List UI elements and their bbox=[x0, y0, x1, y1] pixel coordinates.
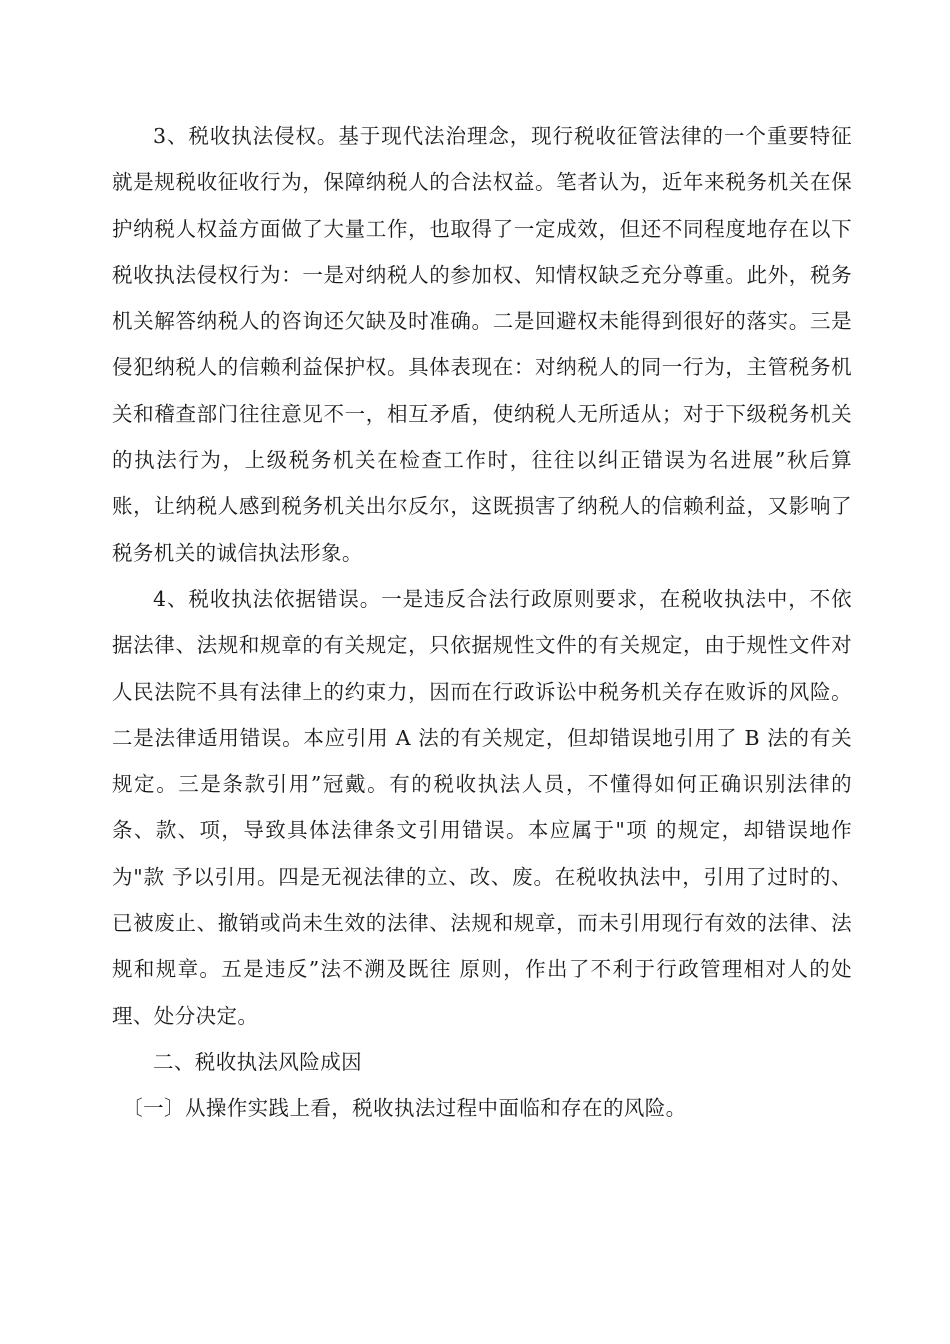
subsection-heading-operational-practice: 〔一〕从操作实践上看，税收执法过程中面临和存在的风险。 bbox=[122, 1096, 687, 1121]
section-heading-risk-causes: 二、税收执法风险成因 bbox=[153, 1049, 362, 1074]
paragraph-legal-basis-error: 4、税收执法依据错误。一是违反合法行政原则要求，在税收执法中，不依据法律、法规和规章的有关规定，只依据规性文件的有关规定，由于规性文件对人民法院不具有法律上的约束力，因而在行政诉讼中税务机关存在败诉的风险。二是法律适用错误。本应引用 A 法的有关规定，但却错误地引用了 B 法的有关规定。三是条款引用”冠戴。有的税收执法人员，不懂得如何正确识别法律的条、款、项，导致具体法律条文引用错误。本应属于"项 的规定，却错误地作为"款 予以引用。四是无视法律的立、改、废。在税收执法中，引用了过时的、已被废止、撤销或尚未生效的法律、法规和规章，而未引用现行有效的法律、法规和规章。五是违反”法不溯及既往 原则，作出了不利于行政管理相对人的处理、处分决定。 bbox=[112, 586, 852, 1028]
paragraph-tax-infringement: 3、税收执法侵权。基于现代法治理念，现行税收征管法律的一个重要特征就是规税收征收行为，保障纳税人的合法权益。笔者认为，近年来税务机关在保护纳税人权益方面做了大量工作，也取得了一定成效，但还不同程度地存在以下税收执法侵权行为：一是对纳税人的参加权、知情权缺乏充分尊重。此外，税务机关解答纳税人的咨询还欠缺及时准确。二是回避权未能得到很好的落实。三是侵犯纳税人的信赖利益保护权。具体表现在：对纳税人的同一行为，主管税务机关和稽查部门往往意见不一，相互矛盾，使纳税人无所适从；对于下级税务机关的执法行为，上级税务机关在检查工作时，往往以纠正错误为名进展”秋后算账，让纳税人感到税务机关出尔反尔，这既损害了纳税人的信赖利益，又影响了税务机关的诚信执法形象。 bbox=[112, 124, 852, 565]
document-page bbox=[112, 113, 852, 1132]
